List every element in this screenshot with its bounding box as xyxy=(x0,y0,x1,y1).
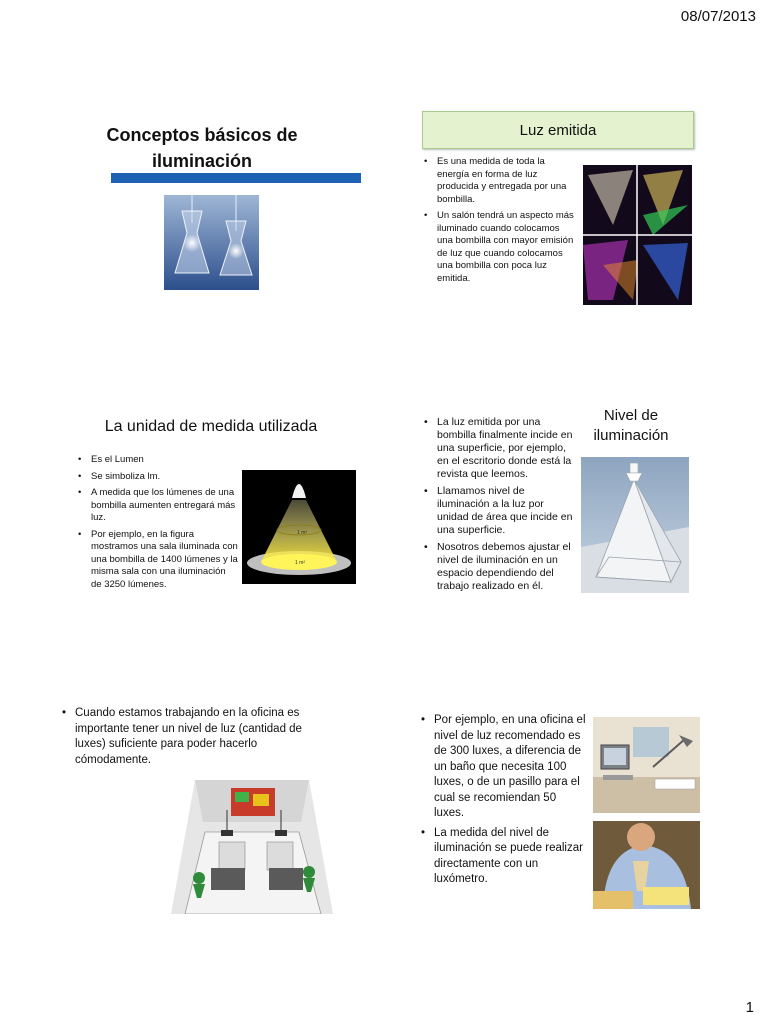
luxmeter-worker-photo xyxy=(593,821,700,909)
list-item: • Es el Lumen xyxy=(78,454,238,467)
office-desk-photo xyxy=(593,717,700,813)
page-number: 1 xyxy=(745,999,754,1016)
list-item: • A medida que los lúmenes de una bombilla aumenten entregará más luz. xyxy=(78,487,238,525)
list-item: • Cuando estamos trabajando en la oficina es importante tener un nivel de luz (cantidad de luxes) suficiente para poder hacerlo cómodamente. xyxy=(62,706,307,768)
slide5-bullet-list xyxy=(62,706,307,772)
pendant-lamps-image xyxy=(164,195,259,290)
slide3-title: La unidad de medida utilizada xyxy=(104,418,318,435)
slide4-title-line1: Nivel de xyxy=(603,407,659,424)
slide4-title-line2: iluminación xyxy=(593,427,669,444)
list-item: • Es una medida de toda la energía en forma de luz producida y entregada por una bombilla. xyxy=(424,156,576,206)
slide2-title: Luz emitida xyxy=(519,121,597,139)
slide3-bullet-list xyxy=(78,454,238,595)
slide1-title-line1: Conceptos básicos de xyxy=(106,125,298,145)
slide6-bullet-list xyxy=(421,713,589,892)
slide1-title-line2: iluminación xyxy=(151,151,252,171)
stage-lights-image xyxy=(583,165,692,305)
slide2-bullet-list xyxy=(424,156,576,289)
slide4-bullet-list xyxy=(424,416,576,597)
lumen-cone-figure xyxy=(242,470,356,584)
list-item: • Por ejemplo, en la figura mostramos una sala iluminada con una bombilla de 1400 lúmenes y la misma sala con una iluminación de 3250 lúmenes. xyxy=(78,529,238,592)
page-date: 08/07/2013 xyxy=(680,8,756,25)
slide4-title xyxy=(578,406,684,446)
list-item: • Nosotros debemos ajustar el nivel de iluminación en un espacio dependiendo del trabajo realizado en él. xyxy=(424,541,576,593)
slide1-title xyxy=(104,122,300,174)
office-workstations-image xyxy=(171,780,333,914)
slide2-title-box xyxy=(422,111,694,149)
list-item: • Un salón tendrá un aspecto más iluminado cuando colocamos una bombilla con mayor emisión de luz que cuando colocamos una bombilla con poca luz emitida. xyxy=(424,210,576,285)
list-item: • La luz emitida por una bombilla finalmente incide en una superficie, por ejemplo, en el escritorio donde está la revista que leemos. xyxy=(424,416,576,481)
figure-label-lower: 1 m² xyxy=(295,560,305,566)
list-item: • Llamamos nivel de iluminación a la luz por unidad de área que incide en una superficie. xyxy=(424,485,576,537)
figure-label-upper: 1 m² xyxy=(297,530,307,536)
illuminance-pyramid-figure xyxy=(581,457,689,593)
list-item: • Por ejemplo, en una oficina el nivel de luz recomendado es de 300 luxes, a diferencia de un baño que necesita 100 luxes, o de un pasillo para el cual se recomiendan 50 luxes. xyxy=(421,713,589,822)
title-underline-bar xyxy=(111,173,361,183)
list-item: • La medida del nivel de iluminación se puede realizar directamente con un luxómetro. xyxy=(421,826,589,888)
list-item: • Se simboliza lm. xyxy=(78,471,238,484)
